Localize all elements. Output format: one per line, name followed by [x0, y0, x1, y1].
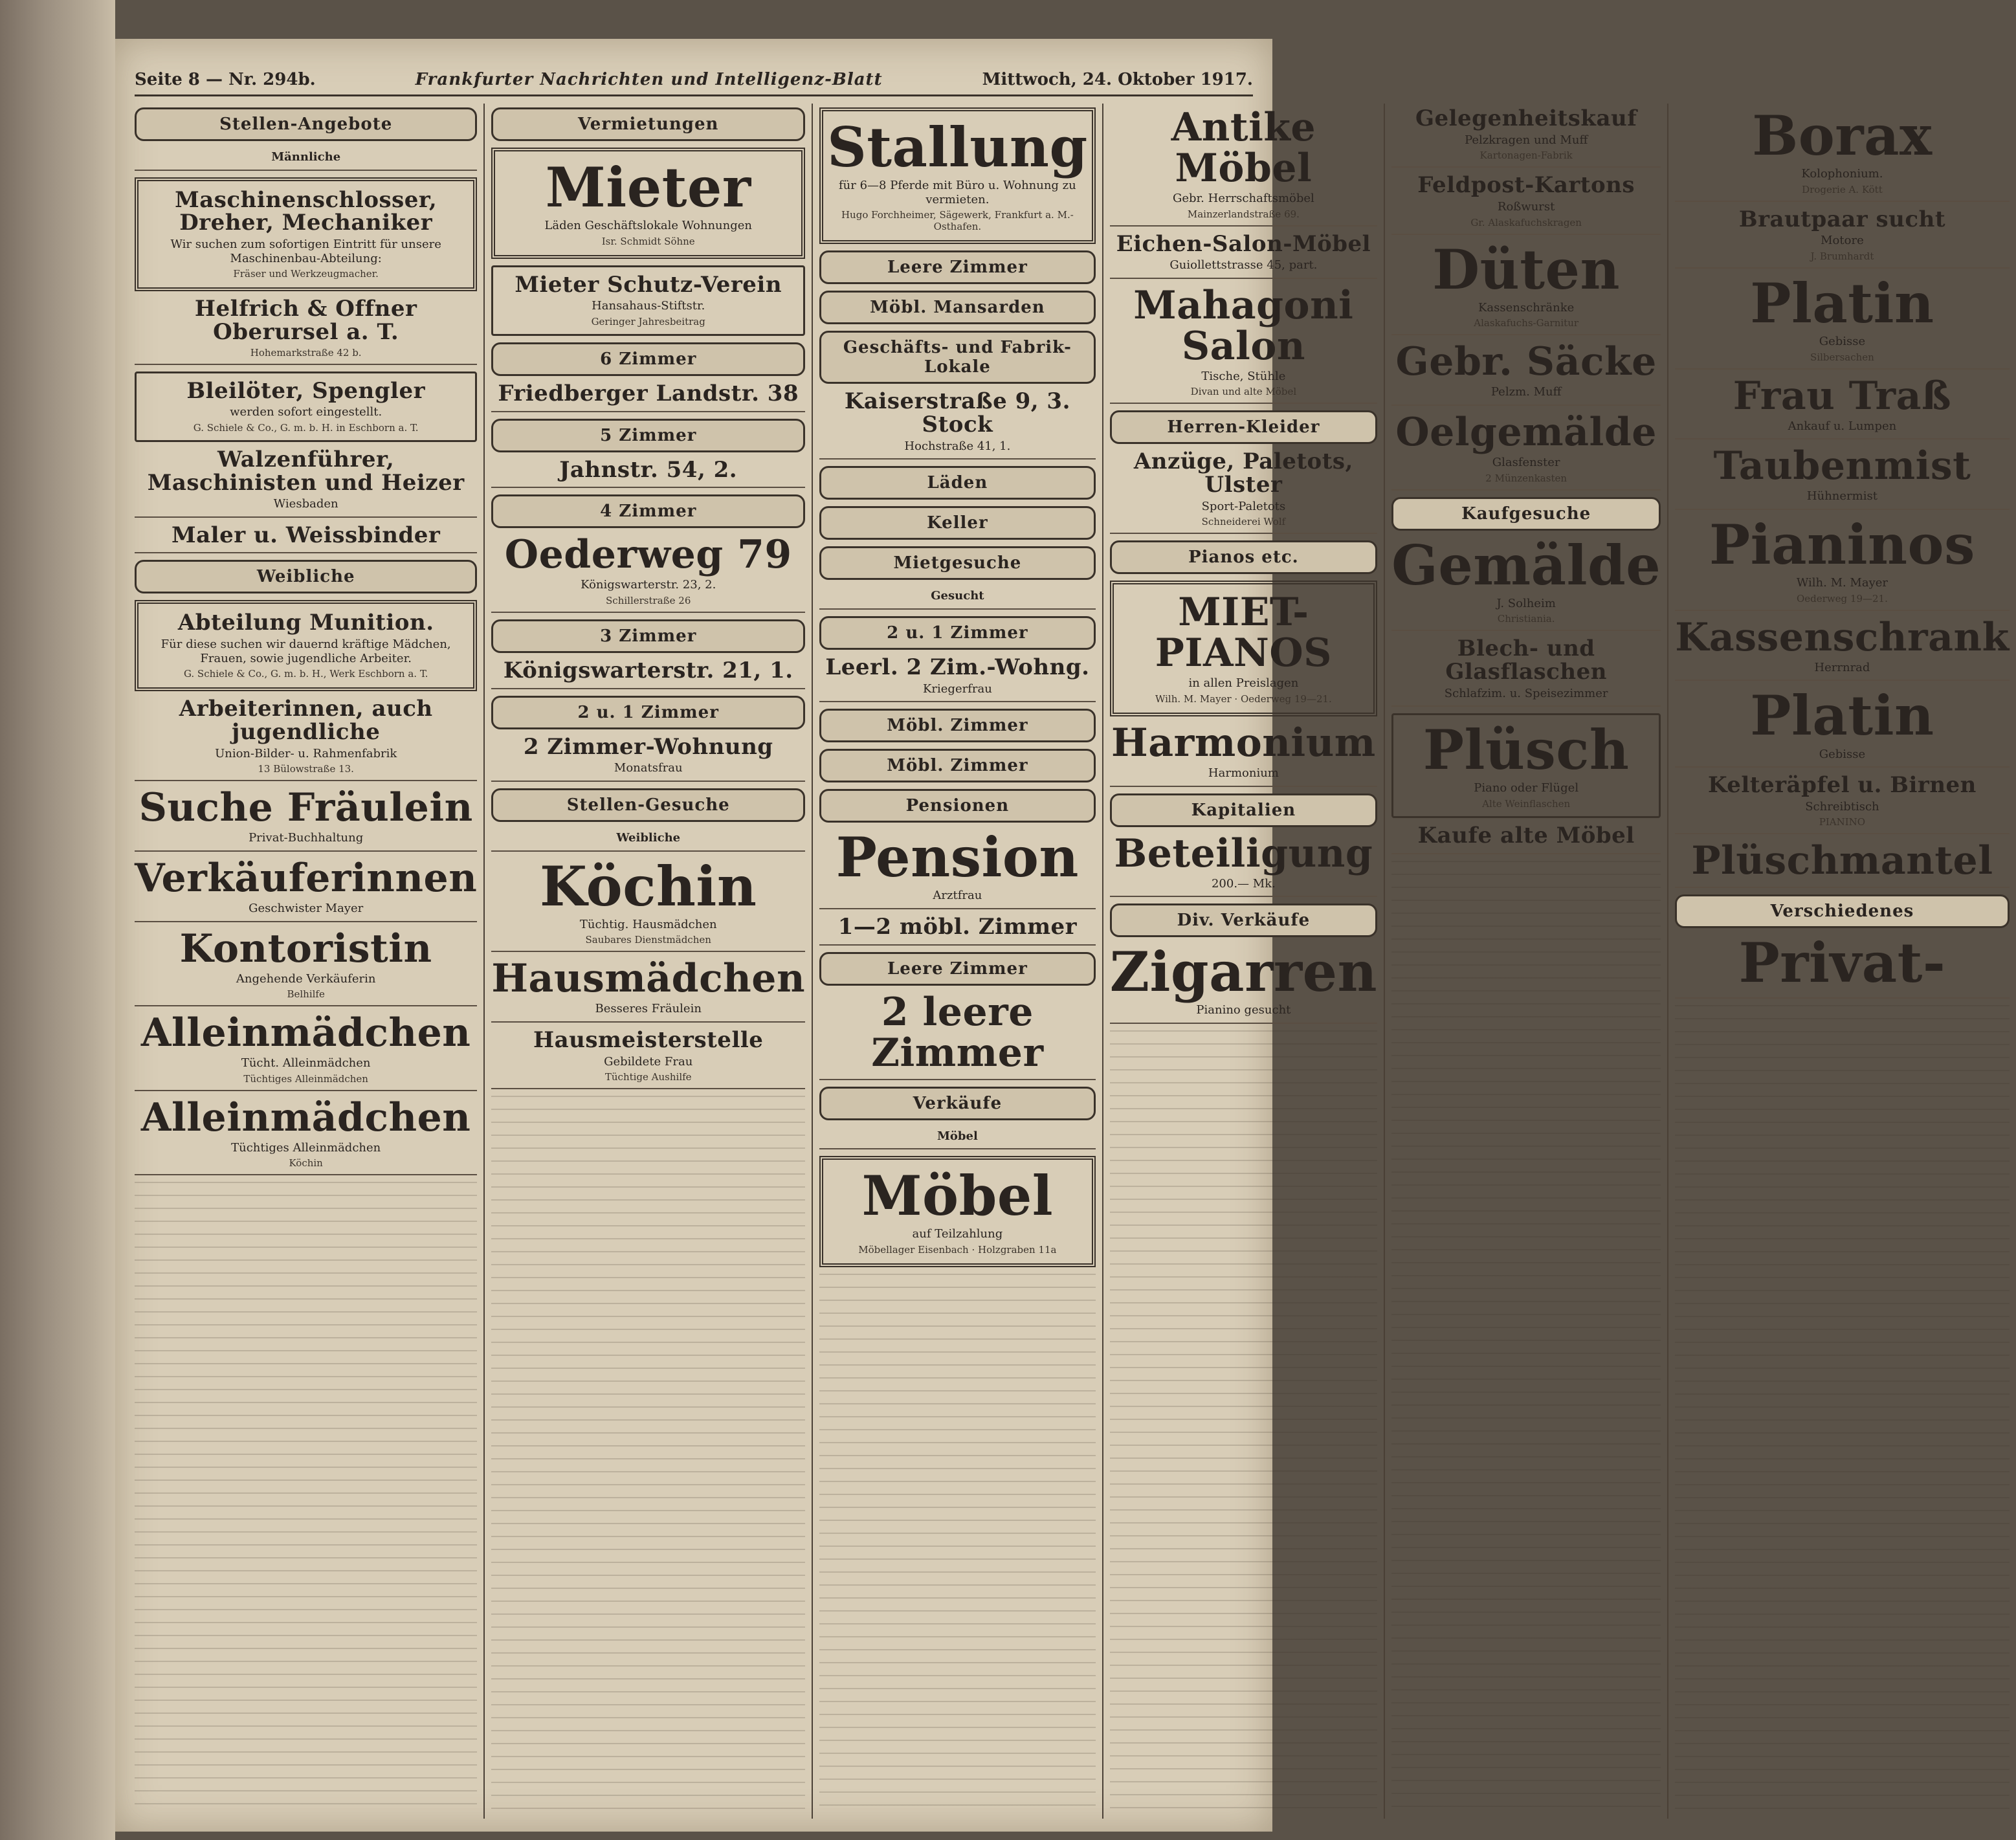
column-4 [1103, 104, 1385, 1819]
ad-subline: Gebildete Frau [604, 1054, 693, 1069]
newspaper-title: Frankfurter Nachrichten und Intelligenz-Blatt [415, 70, 883, 89]
ad-subline: Läden Geschäftslokale Wohnungen [544, 219, 753, 233]
ad-subline: Ankauf u. Lumpen [1788, 419, 1897, 433]
ad-subline: Königswarterstr. 23, 2. [581, 578, 716, 592]
ad-headline: Kassenschrank [1675, 614, 2010, 660]
ad-detail: Alaskafuchs-Garnitur [1474, 317, 1579, 329]
ad-headline: Maschinenschlosser, Dreher, Mechaniker [175, 186, 438, 236]
ad-subline: Pelzm. Muff [1490, 385, 1562, 399]
ad-subline: Sport-Paletots [1201, 499, 1286, 513]
ad-subline: Roßwurst [1497, 199, 1555, 214]
book-binding [0, 0, 115, 1840]
classified-ad [1675, 774, 2010, 834]
ad-headline: Hausmädchen [491, 956, 806, 1002]
section-header: Verkäufe [819, 1087, 1096, 1120]
ad-headline: Blech- und Glasflaschen [1445, 636, 1607, 685]
ad-subline: Tische, Stühle [1201, 369, 1286, 383]
ad-subline: Schlafzim. u. Speisezimmer [1444, 686, 1608, 700]
ad-subline: Pianino gesucht [1196, 1003, 1291, 1017]
ad-headline: Arbeiterinnen, auch jugendliche [179, 696, 433, 746]
ad-subline: J. Solheim [1496, 596, 1556, 610]
ad-subline: Piano oder Flügel [1474, 781, 1579, 795]
ad-detail: 13 Bülowstraße 13. [258, 763, 354, 775]
ad-subline: auf Teilzahlung [912, 1227, 1003, 1241]
ad-headline: Beteiligung [1114, 830, 1373, 876]
section-header: Möbl. Mansarden [819, 291, 1096, 324]
section-header: Leere Zimmer [819, 250, 1096, 284]
section-subheader [491, 828, 805, 852]
classified-ad [819, 825, 1096, 909]
ad-headline: Jahnstr. 54, 2. [559, 456, 738, 483]
section-header: 5 Zimmer [491, 419, 805, 452]
ad-headline: Maler u. Weissbinder [172, 522, 441, 548]
classified-ad [1675, 838, 2010, 888]
classified-ad [1675, 683, 2010, 768]
classified-ad [1110, 282, 1377, 405]
ad-detail: Hugo Forchheimer, Sägewerk, Frankfurt a. M.-Osthafen. [841, 209, 1074, 233]
ad-headline: Möbel [861, 1164, 1054, 1228]
section-header: Läden [819, 466, 1096, 500]
ad-subline: Glasfenster [1492, 455, 1560, 469]
column-1 [128, 104, 485, 1819]
column-5 [1385, 104, 1668, 1819]
ad-headline: Antike Möbel [1171, 105, 1316, 191]
ad-detail: Alte Weinflaschen [1482, 798, 1571, 810]
ad-subline: Hühnermist [1806, 489, 1878, 504]
section-header: Vermietungen [491, 107, 805, 141]
ad-detail: Schillerstraße 26 [606, 595, 691, 607]
ad-headline: Verkäuferinnen [135, 855, 478, 901]
classified-ad [1675, 208, 2010, 269]
ad-detail: Köchin [289, 1157, 323, 1169]
section-header: 2 u. 1 Zimmer [819, 616, 1096, 650]
classified-ad [1675, 373, 2010, 440]
classified-ad [1110, 107, 1377, 227]
ad-headline: Walzenführer, Maschinisten und Heizer [147, 446, 465, 496]
section-header: Möbl. Zimmer [819, 749, 1096, 782]
small-print-filler [135, 1182, 477, 1815]
ad-headline: 1—2 möbl. Zimmer [837, 914, 1078, 940]
ad-headline: Gemälde [1391, 533, 1661, 597]
ad-headline: Alleinmädchen [140, 1094, 471, 1140]
section-header: Weibliche [135, 560, 477, 593]
section-subheader-text: Männliche [271, 150, 341, 164]
classified-ad [1391, 339, 1661, 406]
ad-headline: 2 leere Zimmer [871, 989, 1044, 1076]
classified-ad [1110, 581, 1377, 716]
ad-headline: Pension [836, 825, 1079, 890]
classified-ad [1675, 443, 2010, 510]
ad-subline: Tüchtig. Hausmädchen [579, 917, 717, 931]
section-header: Leere Zimmer [819, 952, 1096, 986]
section-header: Kaufgesuche [1391, 497, 1661, 531]
ad-detail: Kartonagen-Fabrik [1479, 150, 1573, 162]
section-header: Stellen-Gesuche [491, 788, 805, 822]
ad-headline: Oederweg 79 [504, 532, 792, 578]
ad-detail: Drogerie A. Kött [1802, 183, 1883, 195]
ad-subline: Union-Bilder- u. Rahmenfabrik [215, 746, 397, 760]
classified-ad [1391, 637, 1661, 707]
column-2 [485, 104, 813, 1819]
ad-subline: werden sofort eingestellt. [230, 405, 382, 419]
ad-detail: PIANINO [1819, 816, 1866, 828]
ad-detail: Mainzerlandstraße 69. [1187, 208, 1300, 220]
ad-subline: Hochstraße 41, 1. [904, 439, 1011, 453]
classified-ad [1391, 107, 1661, 168]
classified-ad [135, 1094, 477, 1176]
ad-headline: 2 Zimmer-Wohnung [523, 733, 773, 760]
ad-detail: Wilh. M. Mayer · Oederweg 19—21. [1155, 693, 1332, 705]
ad-headline: Brautpaar sucht [1738, 206, 1946, 232]
ad-headline: Alleinmädchen [140, 1010, 471, 1056]
classified-ad [1391, 533, 1661, 632]
classified-ad [491, 1026, 805, 1089]
ad-detail: Tüchtige Aushilfe [604, 1071, 692, 1083]
ad-detail: Saubares Dienstmädchen [585, 934, 711, 946]
ad-subline: Arztfrau [933, 889, 982, 903]
ad-detail: Oederweg 19—21. [1797, 592, 1888, 604]
ad-headline: Kaufe alte Möbel [1417, 823, 1635, 849]
classified-ad [491, 265, 805, 336]
section-header: Keller [819, 506, 1096, 540]
ad-subline: Tücht. Alleinmädchen [241, 1056, 371, 1070]
classified-ad [1110, 230, 1377, 279]
ad-headline: MIET-PIANOS [1155, 590, 1332, 676]
ad-headline: Leerl. 2 Zim.-Wohng. [825, 654, 1090, 680]
ad-columns [128, 104, 2010, 1819]
ad-headline: Mahagoni Salon [1133, 282, 1354, 369]
section-subheader [819, 1127, 1096, 1150]
ad-subline: Gebisse [1819, 747, 1866, 761]
ad-subline: Schreibtisch [1805, 799, 1879, 814]
ad-detail: Geringer Jahresbeitrag [591, 316, 705, 328]
classified-ad [135, 371, 477, 442]
classified-ad [491, 532, 805, 613]
ad-subline: Geschwister Mayer [249, 901, 364, 915]
classified-ad [819, 916, 1096, 946]
small-print-filler [491, 1096, 805, 1815]
section-header: Stellen-Angebote [135, 107, 477, 141]
ad-headline: Köchin [540, 854, 757, 918]
classified-ad [1109, 940, 1378, 1024]
ad-headline: Mieter [545, 155, 751, 219]
classified-ad [135, 524, 477, 554]
ad-headline: Frau Traß [1733, 373, 1952, 419]
ad-headline: Suche Fräulein [138, 785, 473, 831]
classified-ad [1110, 830, 1377, 898]
ad-detail: Silbersachen [1810, 351, 1874, 363]
classified-ad [819, 989, 1096, 1080]
ad-headline: Taubenmist [1713, 443, 1971, 489]
newspaper-page [115, 39, 2010, 1832]
ad-headline: Königswarterstr. 21, 1. [503, 658, 793, 684]
classified-ad [1675, 271, 2010, 370]
section-subheader-text: Möbel [936, 1129, 978, 1143]
ad-detail: Divan und alte Möbel [1190, 386, 1297, 398]
column-6 [1668, 104, 2016, 1819]
ad-headline: Hausmeisterstelle [533, 1026, 764, 1053]
ad-subline: Kriegerfrau [922, 682, 992, 696]
classified-ad [135, 855, 478, 922]
ad-detail: J. Brumhardt [1810, 250, 1874, 263]
classified-ad [491, 148, 805, 259]
ad-subline: Guiollettstrasse 45, part. [1169, 258, 1318, 272]
header-left: Seite 8 — Nr. 294b. [135, 70, 316, 89]
classified-ad [491, 733, 805, 782]
classified-ad [1675, 104, 2010, 202]
ad-subline: Kolophonium. [1801, 167, 1883, 181]
small-print-filler [1110, 1030, 1377, 1815]
section-header: Verschiedenes [1675, 894, 2010, 928]
ad-subline: Besseres Fräulein [595, 1002, 702, 1016]
classified-ad [135, 785, 477, 852]
ad-headline: Mieter Schutz-Verein [515, 271, 782, 298]
ad-headline: Gebr. Säcke [1395, 339, 1657, 385]
small-print-filler [1391, 861, 1661, 1815]
section-subheader [135, 148, 477, 171]
classified-ad [819, 107, 1096, 244]
small-print-filler [1675, 1005, 2010, 1815]
section-subheader [819, 586, 1096, 610]
classified-ad [1391, 174, 1661, 234]
classified-ad [1391, 237, 1661, 336]
small-print-filler [819, 1274, 1096, 1815]
classified-ad [135, 446, 477, 518]
section-header: Geschäfts- und Fabrik-Lokale [819, 331, 1096, 384]
ad-headline: Düten [1432, 237, 1621, 302]
classified-ad [819, 1156, 1096, 1267]
ad-detail: Schneiderei Wolf [1201, 516, 1286, 528]
ad-headline: Pianinos [1709, 513, 1975, 577]
section-header: Kapitalien [1110, 793, 1377, 827]
ad-subline: Gebr. Herrschaftsmöbel [1173, 192, 1314, 205]
ad-headline: Privat- [1738, 931, 1946, 995]
section-header: 3 Zimmer [491, 619, 805, 653]
section-header: 2 u. 1 Zimmer [491, 696, 805, 729]
classified-ad [135, 177, 477, 292]
classified-ad [491, 854, 805, 953]
ad-subline: Tüchtiges Alleinmädchen [231, 1140, 381, 1155]
ad-subline: Motore [1821, 234, 1864, 248]
ad-subline: Privat-Buchhaltung [249, 831, 364, 845]
ad-detail: Christiania. [1497, 613, 1555, 625]
ad-headline: Zigarren [1109, 940, 1378, 1004]
ad-subline: Angehende Verkäuferin [236, 971, 376, 986]
section-header: Möbl. Zimmer [819, 709, 1096, 742]
classified-ad [491, 382, 805, 412]
classified-ad [135, 698, 477, 781]
ad-headline: Kelteräpfel u. Birnen [1707, 772, 1977, 799]
classified-ad [1391, 409, 1661, 491]
ad-headline: Plüsch [1423, 718, 1630, 782]
ad-subline: Pelzkragen und Muff [1465, 133, 1588, 147]
section-header: Mietgesuche [819, 546, 1096, 580]
ad-detail: Gr. Alaskafuchskragen [1470, 216, 1582, 228]
classified-ad [819, 656, 1096, 702]
classified-ad [491, 660, 805, 689]
classified-ad [135, 600, 477, 691]
page-header [135, 65, 1253, 96]
ad-detail: Tüchtiges Alleinmädchen [243, 1072, 368, 1085]
ad-subline: Monatsfrau [614, 761, 683, 775]
classified-ad [135, 298, 477, 364]
classified-ad [491, 956, 806, 1023]
ad-headline: Platin [1750, 271, 1934, 336]
header-date: Mittwoch, 24. Oktober 1917. [982, 70, 1253, 89]
section-header: 4 Zimmer [491, 494, 805, 528]
ad-headline: Eichen-Salon-Möbel [1116, 230, 1371, 257]
classified-ad [1675, 614, 2010, 682]
ad-headline: Gelegenheitskauf [1415, 105, 1637, 131]
classified-ad [1391, 825, 1661, 854]
ad-headline: Stallung [827, 115, 1088, 179]
ad-subline: Harmonium [1208, 766, 1279, 781]
ad-headline: Feldpost-Kartons [1417, 172, 1635, 199]
ad-subline: Für diese suchen wir dauernd kräftige Mädchen, Frauen, sowie jugendliche Arbeiter. [161, 637, 451, 665]
ad-detail: Möbellager Eisenbach · Holzgraben 11a [858, 1244, 1057, 1256]
ad-headline: Harmonium [1111, 720, 1376, 766]
ad-detail: G. Schiele & Co., G. m. b. H. in Eschborn a. T. [193, 421, 419, 434]
ad-headline: Anzüge, Paletots, Ulster [1133, 449, 1353, 498]
ad-headline: Platin [1750, 683, 1934, 748]
ad-subline: in allen Preislagen [1188, 676, 1299, 691]
ad-subline: für 6—8 Pferde mit Büro u. Wohnung zu vermieten. [839, 179, 1076, 206]
ad-subline: Kassenschränke [1478, 300, 1575, 315]
ad-subline: Hansahaus-Stiftstr. [592, 299, 705, 313]
classified-ad [135, 926, 477, 1007]
ad-detail: Isr. Schmidt Söhne [601, 235, 695, 247]
ad-subline: Wir suchen zum sofortigen Eintritt für unsere Maschinenbau-Abteilung: [170, 237, 441, 265]
section-subheader-text: Gesucht [931, 589, 984, 603]
classified-ad [1110, 450, 1377, 534]
ad-detail: 2 Münzenkasten [1485, 472, 1567, 484]
classified-ad [135, 1010, 477, 1091]
ad-subline: Gebisse [1819, 335, 1866, 349]
ad-headline: Friedberger Landstr. 38 [498, 381, 799, 407]
ad-subline: Wiesbaden [273, 497, 338, 511]
ad-detail: Hohemarkstraße 42 b. [250, 346, 362, 359]
classified-ad [491, 456, 805, 489]
classified-ad [1675, 931, 2010, 998]
ad-detail: Fräser und Werkzeugmacher. [233, 268, 379, 280]
ad-headline: Plüschmantel [1691, 838, 1993, 884]
classified-ad [819, 390, 1096, 460]
classified-ad [1391, 713, 1661, 818]
ad-headline: Helfrich & Offner Oberursel a. T. [194, 296, 417, 345]
ad-subline: Herrnrad [1814, 660, 1870, 674]
section-subheader-text: Weibliche [616, 831, 681, 845]
ad-headline: Borax [1752, 104, 1933, 168]
classified-ad [1110, 720, 1377, 787]
ad-detail: Belhilfe [287, 988, 325, 1001]
ad-subline: Wilh. M. Mayer [1796, 576, 1889, 590]
ad-headline: Kaiserstraße 9, 3. Stock [844, 388, 1070, 438]
section-header: Pensionen [819, 789, 1096, 823]
ad-headline: Bleilöter, Spengler [186, 377, 425, 404]
ad-headline: Abteilung Munition. [177, 610, 434, 636]
column-3 [813, 104, 1103, 1819]
ad-headline: Kontoristin [179, 926, 432, 971]
section-header: Herren-Kleider [1110, 410, 1377, 444]
ad-subline: 200.— Mk. [1211, 876, 1276, 891]
section-header: Div. Verkäufe [1110, 903, 1377, 937]
ad-detail: G. Schiele & Co., G. m. b. H., Werk Eschborn a. T. [183, 668, 428, 680]
ad-headline: Oelgemälde [1395, 409, 1657, 455]
classified-ad [1675, 513, 2010, 611]
section-header: Pianos etc. [1110, 540, 1377, 574]
section-header: 6 Zimmer [491, 342, 805, 376]
